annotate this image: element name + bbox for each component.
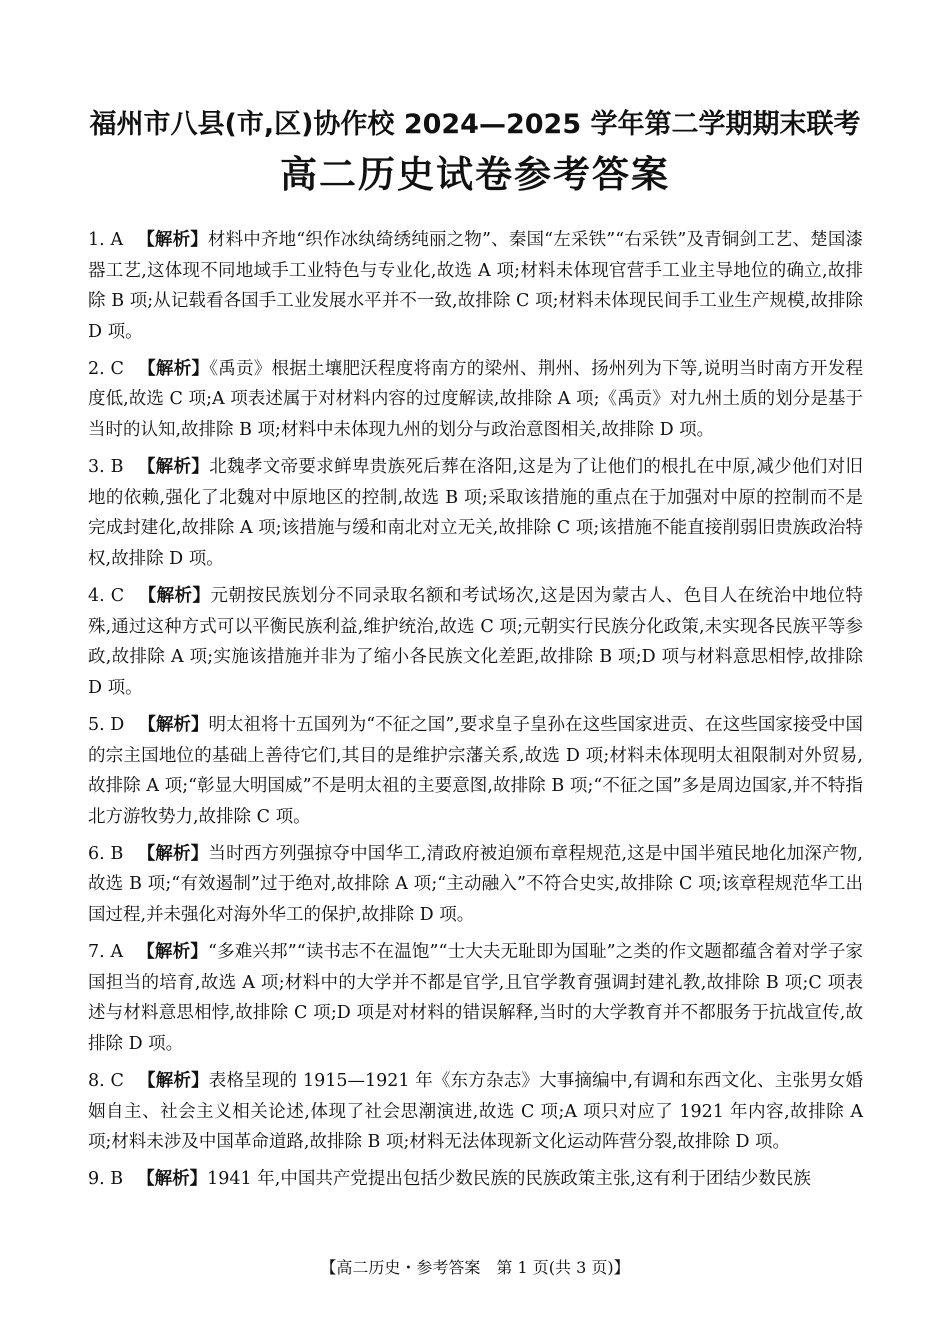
answer-choice: C bbox=[110, 1070, 124, 1091]
analysis-text: 元朝按民族划分不同录取名额和考试场次,这是因为蒙古人、色目人在统治中地位特殊,通过这种方式可以平衡民族利益,维护统治,故选 C 项;元朝实行民族分化政策,未实现各民族平等参政,故排除 A 项;实施该措施并非为了缩小各民族文化差距,故排除 B 项;D 项与材料意思相悖,故排除 D 项。 bbox=[88, 586, 864, 698]
question-number: 1. bbox=[88, 230, 105, 250]
exam-header-title: 福州市八县(市,区)协作校 2024—2025 学年第二学期期末联考 bbox=[89, 109, 861, 140]
analysis-text: 表格呈现的 1915—1921 年《东方杂志》大事摘编中,有调和东西文化、主张男女婚姻自主、社会主义相关论述,体现了社会思潮演进,故选 C 项;A 项只对应了 1921 年内容,故排除 A 项;材料未涉及中国革命道路,故排除 B 项;材料无法体现新文化运动阵营分裂,故排除 D 项。 bbox=[88, 1070, 863, 1153]
answer-choice: B bbox=[110, 1169, 124, 1190]
answer-item bbox=[88, 354, 863, 446]
analysis-tag: 【解析】 bbox=[137, 1070, 209, 1091]
answer-item bbox=[88, 1066, 863, 1158]
question-number: 2. bbox=[88, 358, 105, 379]
answer-choice: A bbox=[110, 942, 124, 963]
analysis-text: “多难兴邦”“读书志不在温饱”“士大夫无耻即为国耻”之类的作文题都蕴含着对学子家国担当的培育,故选 A 项;材料中的大学并不都是官学,且官学教育强调封建礼教,故排除 B 项;C 项表述与材料意思相悖,故排除 C 项;D 项是对材料的错误解释,当时的大学教育并不都服务于抗战宣传,故排除 D 项。 bbox=[88, 942, 863, 1054]
answer-choice: B bbox=[110, 843, 124, 864]
answer-item bbox=[88, 581, 863, 703]
answer-choice: D bbox=[110, 714, 125, 735]
analysis-tag: 【解析】 bbox=[137, 843, 209, 864]
answer-list bbox=[88, 225, 863, 1201]
answer-item bbox=[88, 839, 863, 931]
answer-item bbox=[88, 710, 863, 832]
analysis-tag: 【解析】 bbox=[137, 942, 208, 963]
analysis-text: 1941 年,中国共产党提出包括少数民族的民族政策主张,这有利于团结少数民族 bbox=[207, 1169, 811, 1190]
analysis-tag: 【解析】 bbox=[138, 714, 209, 735]
analysis-tag: 【解析】 bbox=[137, 230, 208, 250]
answer-item bbox=[88, 1164, 863, 1195]
answer-choice: C bbox=[110, 586, 125, 607]
question-number: 5. bbox=[88, 714, 105, 735]
analysis-text: 当时西方列强掠夺中国华工,清政府被迫颁布章程规范,这是中国半殖民地化加深产物,故选 B 项;“有效遏制”过于绝对,故排除 A 项;“主动融入”不符合史实,故排除 C 项;该章程规范华工出国过程,并未强化对海外华工的保护,故排除 D 项。 bbox=[88, 843, 863, 925]
question-number: 9. bbox=[88, 1169, 105, 1190]
page-footer: 【高二历史・参考答案 第 1 页(共 3 页)】 bbox=[320, 1258, 630, 1277]
analysis-text: 明太祖将十五国列为“不征之国”,要求皇子皇孙在这些国家进贡、在这些国家接受中国的宗主国地位的基础上善待它们,其目的是维护宗藩关系,故选 D 项;材料未体现明太祖限制对外贸易,故排除 A 项;“彰显大明国威”不是明太祖的主要意图,故排除 B 项;“不征之国”多是周边国家,并不特指北方游牧势力,故排除 C 项。 bbox=[88, 714, 863, 827]
analysis-tag: 【解析】 bbox=[137, 1169, 208, 1190]
analysis-tag: 【解析】 bbox=[137, 457, 210, 478]
answer-item bbox=[88, 452, 863, 574]
analysis-text: 《禹贡》根据土壤肥沃程度将南方的梁州、荆州、扬州列为下等,说明当时南方开发程度低,故选 C 项;A 项表述属于对材料内容的过度解读,故排除 A 项;《禹贡》对九州土质的划分是基于当时的认知,故排除 B 项;材料中未体现九州的划分与政治意图相关,故排除 D 项。 bbox=[88, 358, 863, 441]
analysis-text: 北魏孝文帝要求鲜卑贵族死后葬在洛阳,这是为了让他们的根扎在中原,减少他们对旧地的依赖,强化了北魏对中原地区的控制,故选 B 项;采取该措施的重点在于加强对中原的控制而不是完成封建化,故排除 A 项;该措施与缓和南北对立无关,故排除 C 项;该措施不能直接削弱旧贵族政治特权,故排除 D 项。 bbox=[88, 457, 863, 569]
answer-item bbox=[88, 225, 863, 347]
question-number: 3. bbox=[88, 457, 105, 478]
answer-choice: B bbox=[110, 457, 124, 478]
answer-choice: A bbox=[110, 230, 124, 250]
analysis-text: 材料中齐地“织作冰纨绮绣纯丽之物”、秦国“左采铁”“右采铁”及青铜剑工艺、楚国漆器工艺,这体现不同地域手工业特色与专业化,故选 A 项;材料未体现官营手工业主导地位的确立,故排除 B 项;从记载看各国手工业发展水平并不一致,故排除 C 项;材料未体现民间手工业生产规模,故排除 D 项。 bbox=[88, 230, 863, 342]
question-number: 4. bbox=[88, 586, 105, 607]
question-number: 8. bbox=[88, 1070, 105, 1091]
answer-choice: C bbox=[110, 358, 124, 379]
analysis-tag: 【解析】 bbox=[138, 586, 211, 607]
question-number: 6. bbox=[88, 843, 105, 864]
analysis-tag: 【解析】 bbox=[137, 358, 210, 379]
page-title: 高二历史试卷参考答案 bbox=[280, 153, 670, 196]
answer-item bbox=[88, 937, 863, 1059]
question-number: 7. bbox=[88, 942, 105, 963]
